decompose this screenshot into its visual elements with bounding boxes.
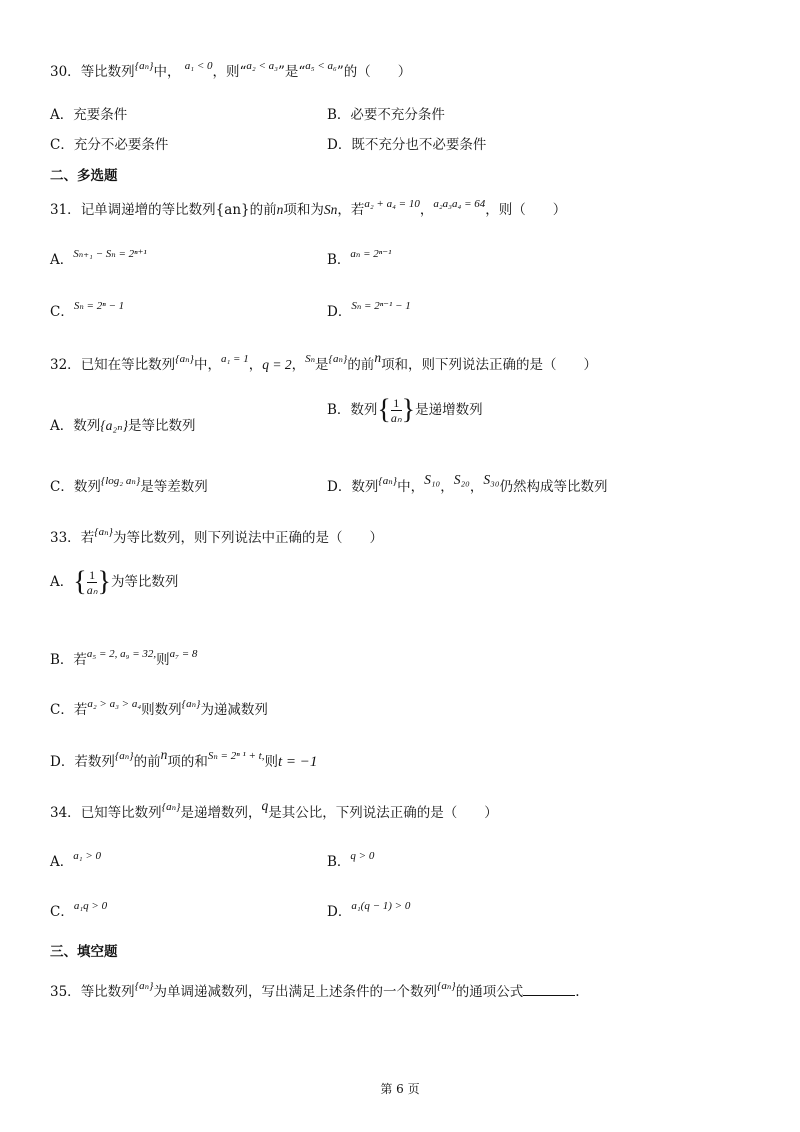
left-brace: { xyxy=(377,394,391,426)
q32-option-c: C．数列$^{\{log_2 a_n\}}$是等差数列 xyxy=(50,475,208,495)
fraction-one-over-an: $\frac{1}{\text{aₙ}}$ xyxy=(86,568,98,597)
q31-option-b: B．$^{a_n = 2^{n-1}}$ xyxy=(327,248,392,268)
right-brace: } xyxy=(401,394,416,426)
q34-stem: 34．已知等比数列$^{\{a_n\}}$是递增数列，q是其公比，下列说法正确的是（ ） xyxy=(50,798,498,821)
answer-blank[interactable] xyxy=(523,983,575,996)
q30-option-c: C．充分不必要条件 xyxy=(50,137,169,153)
q33-option-b: B．若$^{a_5 = 2, a_9 = 32,}$则$^{a_7 = 8}$ xyxy=(50,648,198,668)
q30-ineq2: a₅ < a₆ xyxy=(305,60,337,72)
q34-option-d: D．$^{a_1(q - 1) > 0}$ xyxy=(327,900,411,920)
right-brace: } xyxy=(97,566,111,598)
q33-option-a: A．{ $\frac{1}{\text{aₙ}}$ }为等比数列 xyxy=(50,566,179,598)
q33-option-c: C．若$^{a_2 > a_3 > a_4}$则数列$^{\{a_n\}}$为递减数列 xyxy=(50,698,268,718)
q30-ineq1: a₂ < a₃ xyxy=(246,60,278,72)
q33-stem: 33．若$^{\{a_n\}}$为等比数列，则下列说法中正确的是（ ） xyxy=(50,526,383,546)
q32-option-a: A．数列{a₂ₙ}是等比数列 xyxy=(50,418,196,434)
q34-option-a: A．$^{a_1 > 0}$ xyxy=(50,850,101,870)
q30-seq: {aₙ} xyxy=(134,60,154,72)
q30-cond: a₁ < 0 xyxy=(184,60,213,72)
q31-stem: 31．记单调递增的等比数列{an}的前n项和为Sn，若$^{a_2 + a_4 = 10}$，$^{a_2a_3a_4 = 64}$，则（ ） xyxy=(50,198,567,218)
left-brace: { xyxy=(73,566,87,598)
q32-option-d: D．数列$^{\{a_n\}}$中，S₁₀，S₂₀，S₃₀仍然构成等比数列 xyxy=(327,472,608,495)
section-heading-fill-blank: 三、填空题 xyxy=(50,944,118,960)
q35-stem: 35．等比数列$^{\{a_n\}}$为单调递减数列，写出满足上述条件的一个数列$^{\{a_n\}}$的通项公式 . xyxy=(50,980,580,1000)
q33-option-d: D．若数列$^{\{a_n\}}$的前n项的和$^{S_n = 2^n ^1 + t,}$则t = −1 xyxy=(50,747,318,770)
q30-option-b: B．必要不充分条件 xyxy=(327,107,445,123)
q31-option-c: C．$^{S_n = 2^n - 1}$ xyxy=(50,300,125,320)
page-number: 第 6 页 xyxy=(380,1082,420,1096)
q30-option-d: D．既不充分也不必要条件 xyxy=(327,137,487,153)
q31-cond1: a₂ + a₄ = 10 xyxy=(364,198,420,210)
q31-option-d: D．$^{S_n = 2^{n-1} - 1}$ xyxy=(327,300,411,320)
q31-option-a: A．$^{S_{n+1} - S_n = 2^{n+1}}$ xyxy=(50,248,147,268)
q30-option-a: A．充要条件 xyxy=(50,107,128,123)
section-heading-multi-choice: 二、多选题 xyxy=(50,168,118,184)
fraction-one-over-an: $\frac{1}{\text{aₙ}}$ xyxy=(390,396,402,425)
q30-stem: 30．等比数列$^{\{a_n\}}$中， $^{a_1 < 0}$，则“$^{a_2 < a_3}$”是“$^{a_5 < a_6}$”的（ ） xyxy=(50,60,412,80)
q31-cond2: a₂a₃a₄ = 64 xyxy=(433,198,486,210)
q34-option-c: C．$^{a_1q > 0}$ xyxy=(50,900,108,920)
q32-stem: 32．已知在等比数列$^{\{a_n\}}$中，$^{a_1 = 1}$，q = 2，$^{S_n}$是$^{\{a_n\}}$的前n项和，则下列说法正确的是（ ） xyxy=(50,350,598,373)
q34-option-b: B．$^{q > 0}$ xyxy=(327,850,375,870)
q32-option-b: B．数列{ $\frac{1}{\text{aₙ}}$ }是递增数列 xyxy=(327,394,483,426)
